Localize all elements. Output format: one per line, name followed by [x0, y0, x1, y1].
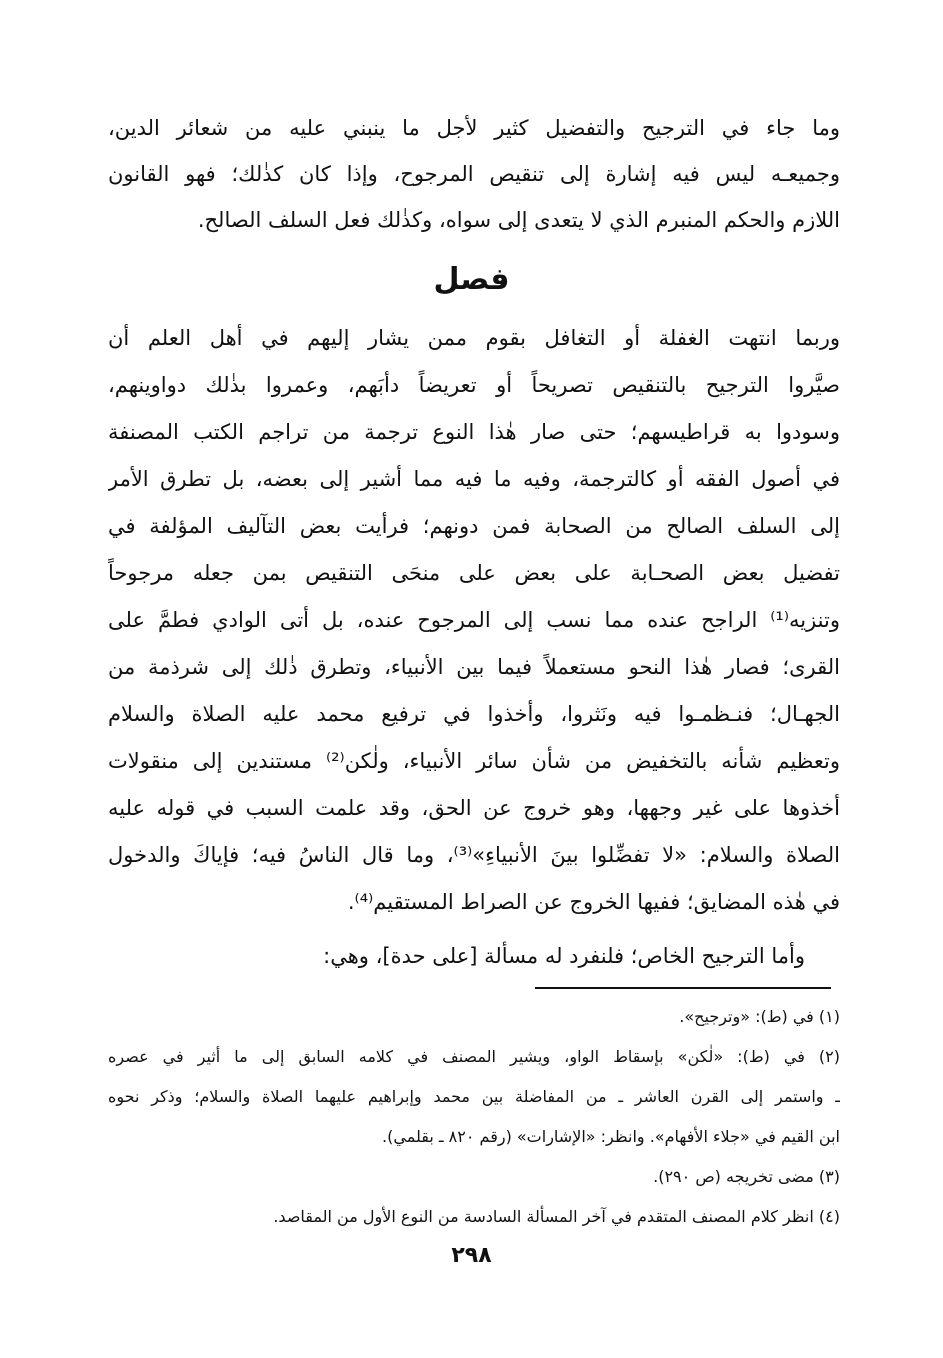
footnote-line: (٢) في (ط): «لٰكن» بإسقاط الواو، ويشير المصنف في كلامه السابق إلى ما أثير في عصره [108, 1047, 840, 1066]
text-line: وأما الترجيح الخاص؛ فلنفرد له مسألة [على حدة]، وهي: [323, 944, 805, 968]
text-line: وربما انتهت الغفلة أو التغافل بقوم ممن يشار إليهم في أهل العلم أن [108, 326, 840, 350]
text-line: الجهـال؛ فنـظمـوا فيه ونَثروا، وأخذوا في ترفيع محمد عليه الصلاة والسلام [108, 702, 840, 726]
text-line: اللازم والحكم المنبرم الذي لا يتعدى إلى سواه، وكذٰلك فعل السلف الصالح. [197, 208, 840, 232]
text-line: في أصول الفقه أو كالترجمة، وفيه ما فيه مما أشير إلى بعضه، بل تطرق الأمر [108, 467, 840, 491]
text-line: صيَّروا الترجيح بالتنقيص تصريحاً أو تعريضاً دأبَهم، وعمروا بذٰلك دواوينهم، [108, 373, 840, 397]
footnote-line: (٣) مضى تخريجه (ص ٢٩٠). [653, 1167, 840, 1186]
text-line: الصلاة والسلام: «لا تفضِّلوا بينَ الأنبياءِ»⁽³⁾، وما قال الناسُ فيه؛ فإياكَ والدخول [108, 843, 840, 867]
footnote-line: (٤) انظر كلام المصنف المتقدم في آخر المسألة السادسة من النوع الأول من المقاصد. [273, 1207, 840, 1226]
footnote-divider [535, 987, 831, 989]
text-line: أخذوها على غير وجهها، وهو خروج عن الحق، وقد علمت السبب في قوله عليه [108, 796, 840, 820]
text-line: تفضيل بعض الصحـابة على بعض على منحَى التنقيص بمن جعله مرجوحاً [108, 561, 840, 585]
footnote-line: ابن القيم في «جلاء الأفهام». وانظر: «الإشارات» (رقم ٨٢٠ ـ بقلمي). [382, 1127, 840, 1146]
text-line: وسودوا به قراطيسهم؛ حتى صار هٰذا النوع ترجمة من تراجم الكتب المصنفة [108, 420, 840, 444]
footnote-line: (١) في (ط): «وترجيح». [679, 1007, 840, 1026]
text-line: القرى؛ فصار هٰذا النحو مستعملاً فيما بين الأنبياء، وتطرق ذٰلك إلى شرذمة من [108, 655, 840, 679]
text-line: إلى السلف الصالح من الصحابة فمن دونهم؛ فرأيت بعض التآليف المؤلفة في [108, 514, 840, 538]
text-line: وما جاء في الترجيح والتفضيل كثير لأجل ما ينبني عليه من شعائر الدين، [108, 116, 840, 140]
page-number: ٢٩٨ [451, 1243, 492, 1268]
text-line: في هٰذه المضايق؛ ففيها الخروج عن الصراط المستقيم⁽⁴⁾. [347, 890, 840, 914]
section-heading: فصل [433, 262, 510, 297]
text-line: وتعظيم شأنه بالتخفيض من شأن سائر الأنبياء، ولٰكن⁽²⁾ مستندين إلى منقولات [108, 749, 840, 773]
text-line: وجميعـه ليس فيه إشارة إلى تنقيص المرجوح، وإذا كان كذٰلك؛ فهو القانون [108, 162, 840, 186]
text-line: وتنزيه⁽¹⁾ الراجح عنده مما نسب إلى المرجوح عنده، بل أتى الوادي فطمَّ على [108, 608, 840, 632]
footnote-line: ـ واستمر إلى القرن العاشر ـ من المفاضلة بين محمد وإبراهيم عليهما الصلاة والسلام؛ وذكر نحوه [108, 1087, 840, 1106]
